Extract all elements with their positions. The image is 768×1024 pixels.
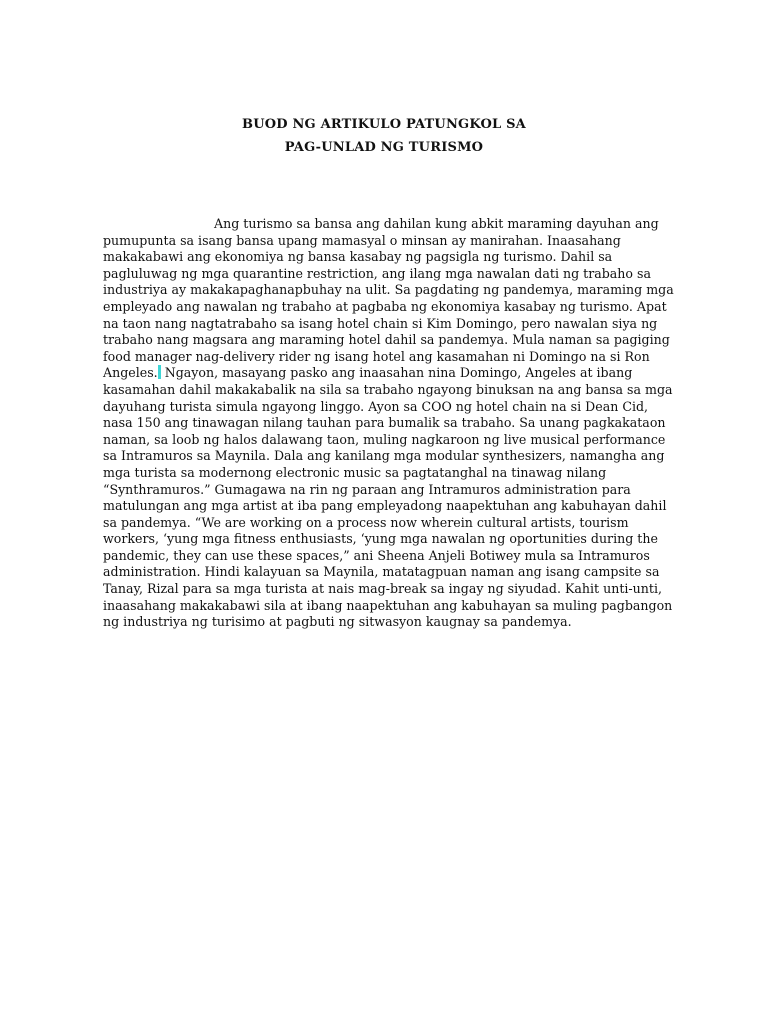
paragraph-line: kasamahan dahil makakabalik na sila sa trabaho ngayong binuksan na ang bansa sa mga [103,381,673,397]
paragraph-line [103,365,683,382]
paragraph-line: “Synthramuros.” Gumagawa na rin ng paraan ang Intramuros administration para [103,481,631,497]
paragraph-line: inaasahang makakabawi sila at ibang naapektuhan ang kabuhayan sa muling pagbangon [103,597,673,613]
document-title-line-2: PAG-UNLAD NG TURISMO [284,140,484,155]
document-title-line-1: BUOD NG ARTIKULO PATUNGKOL SA [242,117,526,132]
paragraph-line: food manager nag-delivery rider ng isang hotel ang kasamahan ni Domingo na si Ron [103,348,650,364]
paragraph-line-text: Ngayon, masayang pasko ang inaasahan nina Domingo, Angeles at ibang [164,365,633,381]
paragraph-line: matulungan ang mga artist at iba pang empleyadong naapektuhan ang kabuhayan dahil [103,498,667,514]
paragraph-line [103,216,683,233]
paragraph-line: mga turista sa modernong electronic music sa pagtatanghal na tinawag nilang [103,464,607,480]
paragraph-line: pumupunta sa isang bansa upang mamasyal o minsan ay manirahan. Inaasahang [103,232,621,248]
paragraph-line: sa pandemya. “We are working on a process now wherein cultural artists, tourism [103,514,629,530]
text-cursor-highlight [158,365,161,379]
paragraph-line: nasa 150 ang tinawagan nilang tauhan para bumalik sa trabaho. Sa unang pagkakataon [103,415,666,431]
paragraph-line: makakabawi ang ekonomiya ng bansa kasabay ng pagsigla ng turismo. Dahil sa [103,249,613,265]
paragraph-line: industriya ay makakapaghanapbuhay na ulit. Sa pagdating ng pandemya, maraming mga [103,282,674,298]
paragraph-line-text: Angeles. [103,365,158,381]
paragraph-line: administration. Hindi kalayuan sa Maynila, matatagpuan naman ang isang campsite sa [103,564,660,580]
paragraph-line: Tanay, Rizal para sa mga turista at nais mag-break sa ingay ng siyudad. Kahit unti-unti, [103,581,662,597]
article-summary-paragraph [103,216,683,631]
paragraph-line: empleyado ang nawalan ng trabaho at pagbaba ng ekonomiya kasabay ng turismo. Apat [103,298,667,314]
paragraph-line: naman, sa loob ng halos dalawang taon, muling nagkaroon ng live musical performance [103,431,666,447]
paragraph-line: pagluluwag ng mga quarantine restriction, ang ilang mga nawalan dati ng trabaho sa [103,265,651,281]
paragraph-line: pandemic, they can use these spaces,” ani Sheena Anjeli Botiwey mula sa Intramuros [103,547,650,563]
paragraph-line: na taon nang nagtatrabaho sa isang hotel chain si Kim Domingo, pero nawalan siya ng [103,315,658,331]
paragraph-line: dayuhang turista simula ngayong linggo. Ayon sa COO ng hotel chain na si Dean Cid, [103,398,649,414]
paragraph-line: ng industriya ng turisimo at pagbuti ng sitwasyon kaugnay sa pandemya. [103,614,572,630]
paragraph-line-text: Ang turismo sa bansa ang dahilan kung abkit maraming dayuhan ang [214,216,659,231]
paragraph-line: workers, ‘yung mga fitness enthusiasts, ‘yung mga nawalan ng oportunities during the [103,531,658,547]
paragraph-line: sa Intramuros sa Maynila. Dala ang kanilang mga modular synthesizers, namangha ang [103,448,665,464]
paragraph-line: trabaho nang magsara ang maraming hotel dahil sa pandemya. Mula naman sa pagiging [103,332,670,348]
